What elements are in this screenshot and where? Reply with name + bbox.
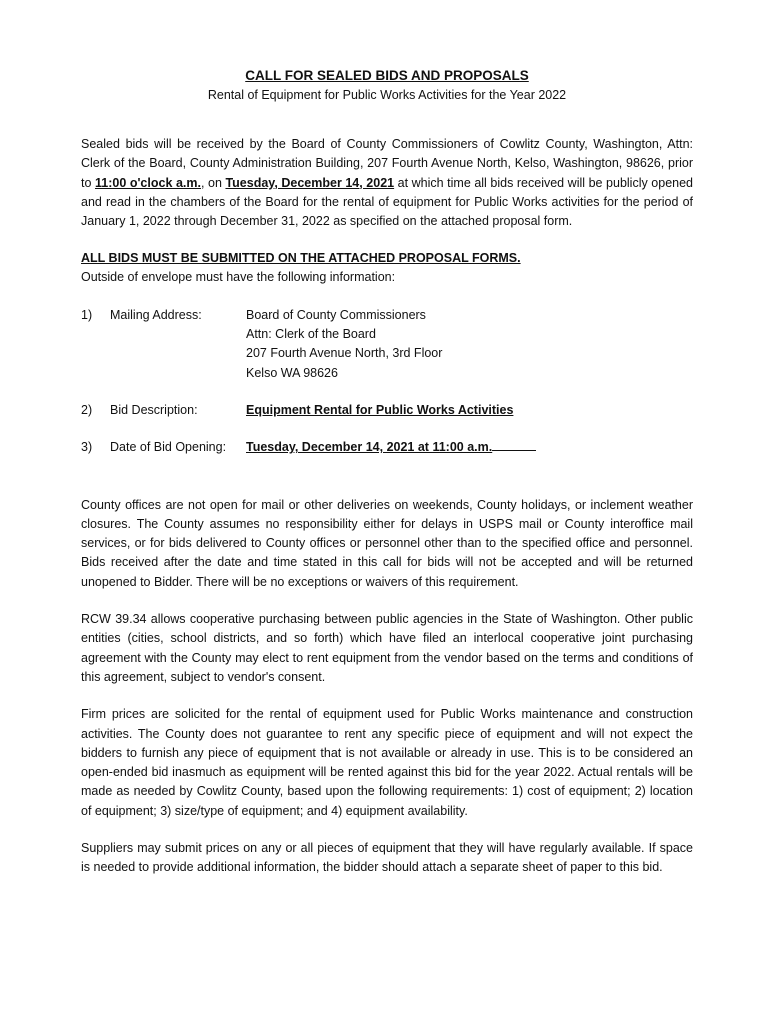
- item-number: 3): [81, 440, 93, 455]
- mailing-address: [246, 306, 693, 383]
- address-line: 207 Fourth Avenue North, 3rd Floor: [246, 346, 443, 361]
- address-line: Attn: Clerk of the Board: [246, 327, 376, 342]
- document-page: [81, 66, 693, 878]
- document-subtitle: Rental of Equipment for Public Works Activities for the Year 2022: [207, 88, 567, 102]
- item-number: 1): [81, 307, 93, 322]
- underline-blank: [492, 438, 536, 451]
- intro-text-3: at which time all bids received will be publicly opened and read in the chambers of the Board for the rental of equipment for Public Works activities for the period of January 1, 2022 through December 31, 2022 as specified on the attached proposal form.: [81, 175, 694, 229]
- list-item: [81, 306, 693, 383]
- firm-prices-paragraph: Firm prices are solicited for the rental of equipment used for Public Works maintenance and construction activities. The County does not guarantee to rent any specific piece of equipment and will not expect the bidders to furnish any piece of equipment that is not available or already in use. This is to be considered an open-ended bid inasmuch as equipment will be rented against this bid for the year 2022. Actual rentals will be made as needed by Cowlitz County, based upon the following requirements: 1) cost of equipment; 2) location of equipment; 3) size/type of equipment; and 4) equipment availability.: [81, 707, 693, 818]
- bid-deadline-date: Tuesday, December 14, 2021: [225, 175, 395, 190]
- list-item: [81, 401, 693, 420]
- item-label: Bid Description:: [110, 402, 198, 417]
- address-line: Kelso WA 98626: [246, 365, 338, 380]
- bid-deadline-time: 11:00 o'clock a.m.: [94, 175, 201, 190]
- envelope-info-list: [81, 306, 693, 458]
- suppliers-paragraph: Suppliers may submit prices on any or all pieces of equipment that they will have regularly available. If space is needed to provide additional information, the bidder should attach a separate sheet of paper to this bid.: [81, 841, 693, 875]
- address-line: Board of County Commissioners: [246, 307, 426, 322]
- item-number: 2): [81, 402, 93, 417]
- list-item: [81, 438, 693, 457]
- document-title: CALL FOR SEALED BIDS AND PROPOSALS: [245, 68, 529, 83]
- intro-text-2: , on: [200, 175, 226, 190]
- bid-description: Equipment Rental for Public Works Activities: [246, 402, 514, 417]
- item-label: Date of Bid Opening:: [110, 440, 227, 455]
- submission-note: Outside of envelope must have the following information:: [81, 270, 396, 285]
- rcw-paragraph: RCW 39.34 allows cooperative purchasing between public agencies in the State of Washington. Other public entities (cities, school districts, and so forth) which have filed an interlocal cooperative joint purchasing agreement with the County may elect to rent equipment from the vendor based on the terms and conditions of this agreement, subject to vendor's consent.: [81, 612, 693, 684]
- submission-heading: ALL BIDS MUST BE SUBMITTED ON THE ATTACHED PROPOSAL FORMS.: [81, 251, 521, 266]
- bid-opening-date: Tuesday, December 14, 2021 at 11:00 a.m.: [246, 440, 493, 455]
- item-label: Mailing Address:: [110, 307, 202, 322]
- offices-paragraph: County offices are not open for mail or other deliveries on weekends, County holidays, or inclement weather closures. The County assumes no responsibility either for delays in USPS mail or County interoffice mail services, or for bids delivered to County offices or personnel other than to the specified office and personnel. Bids received after the date and time stated in this call for bids will not be accepted and will be returned unopened to Bidder. There will be no exceptions or waivers of this requirement.: [81, 497, 693, 589]
- intro-paragraph: [81, 135, 693, 231]
- intro-text-1: Sealed bids will be received by the Board of County Commissioners of Cowlitz County, Washington, Attn: Clerk of the Board, County Administration Building, 207 Fourth Avenue North, Kelso, Washington, 98626, prior to: [81, 137, 693, 190]
